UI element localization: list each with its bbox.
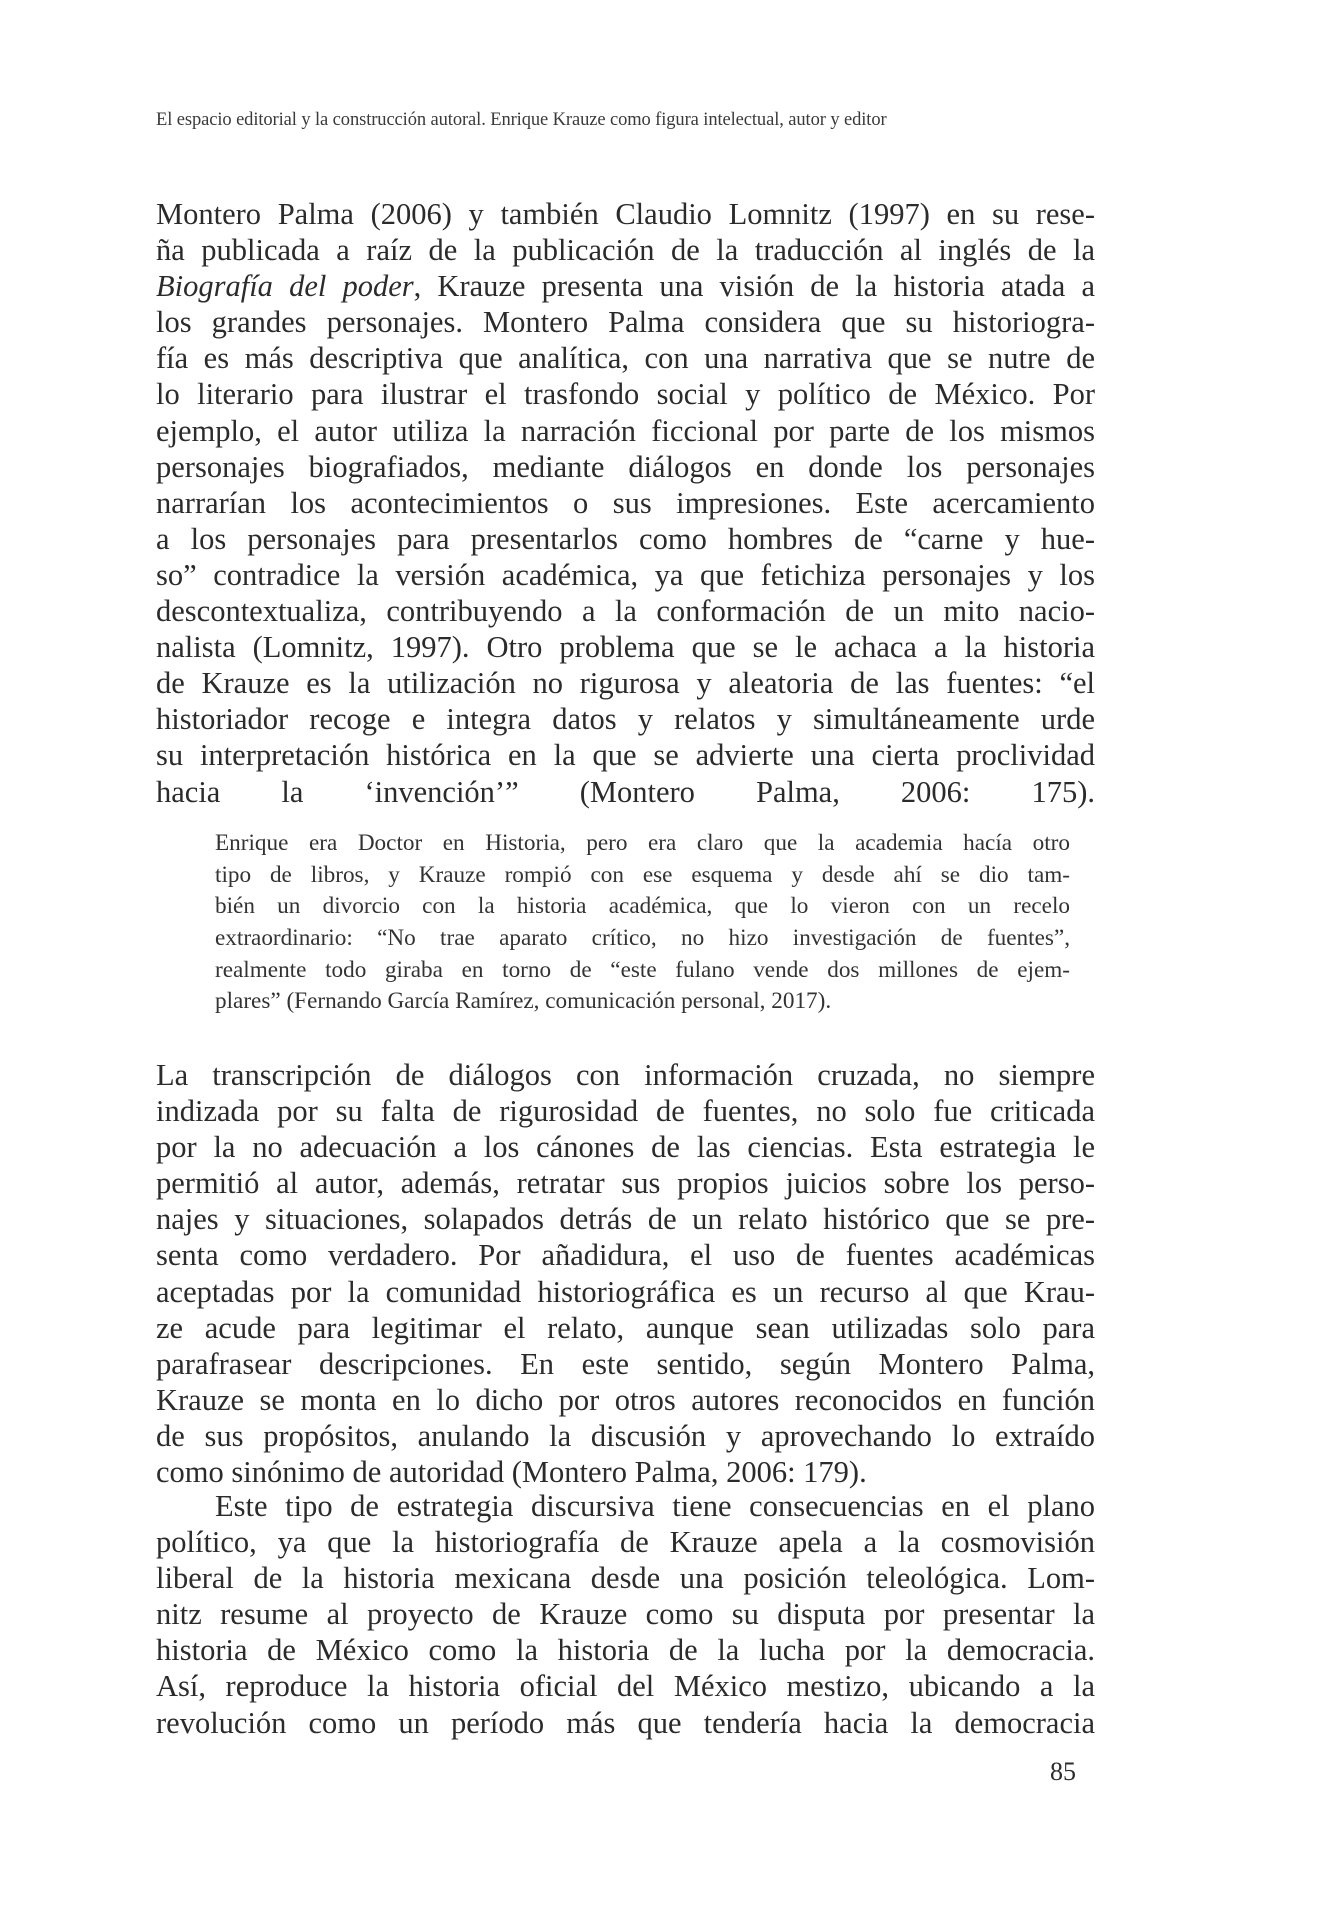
text-line: historia de México como la historia de la lucha por la democracia. [156, 1633, 1095, 1668]
text-line: descontextualiza, contribuyendo a la conformación de un mito nacio- [156, 594, 1095, 629]
text-line: de Krauze es la utilización no rigurosa y aleatoria de las fuentes: “el [156, 666, 1095, 701]
quote-line: extraordinario: “No trae aparato crítico, no hizo investigación de fuentes”, [215, 925, 1070, 952]
text-line: La transcripción de diálogos con información cruzada, no siempre [156, 1058, 1095, 1092]
running-head: El espacio editorial y la construcción autoral. Enrique Krauze como figura intelectual, autor y editor [156, 110, 887, 130]
text-line: personajes biografiados, mediante diálogos en donde los personajes [156, 449, 1095, 484]
quote-line: bién un divorcio con la historia académica, que lo vieron con un recelo [215, 893, 1070, 920]
text-line: ña publicada a raíz de la publicación de la traducción al inglés de la [156, 233, 1095, 268]
quote-line: Enrique era Doctor en Historia, pero era claro que la academia hacía otro [215, 830, 1070, 856]
text-line: Krauze se monta en lo dicho por otros autores reconocidos en función [156, 1382, 1095, 1417]
text-line: najes y situaciones, solapados detrás de un relato histórico que se pre- [156, 1202, 1095, 1237]
text-line: los grandes personajes. Montero Palma considera que su historiogra- [156, 305, 1095, 340]
paragraph-2 [156, 1057, 1095, 1490]
text-line: por la no adecuación a los cánones de las ciencias. Esta estrategia le [156, 1130, 1095, 1165]
text-line: Así, reproduce la historia oficial del México mestizo, ubicando a la [156, 1669, 1095, 1704]
quote-line: realmente todo giraba en torno de “este fulano vende dos millones de ejem- [215, 956, 1070, 983]
text-line: político, ya que la historiografía de Krauze apela a la cosmovisión [156, 1525, 1095, 1560]
book-title: Biografía del poder [156, 269, 414, 304]
text-line: su interpretación histórica en la que se advierte una cierta proclividad [156, 738, 1095, 773]
text-line: revolución como un período más que tendería hacia la democracia [156, 1705, 1095, 1740]
text-line: fía es más descriptiva que analítica, con una narrativa que se nutre de [156, 341, 1095, 376]
quote-line: tipo de libros, y Krauze rompió con ese esquema y desde ahí se dio tam- [215, 861, 1070, 888]
quote-line: plares” (Fernando García Ramírez, comunicación personal, 2017). [215, 988, 832, 1015]
text-line: de sus propósitos, anulando la discusión y aprovechando lo extraído [156, 1418, 1095, 1453]
text-line: parafrasear descripciones. En este sentido, según Montero Palma, [156, 1346, 1095, 1381]
text-line: nitz resume al proyecto de Krauze como su disputa por presentar la [156, 1597, 1095, 1632]
text-line: hacia la ‘invención’” (Montero Palma, 2006: 175). [156, 774, 1095, 809]
text-line: como sinónimo de autoridad (Montero Palma, 2006: 179). [156, 1455, 867, 1490]
text-line: nalista (Lomnitz, 1997). Otro problema que se le achaca a la historia [156, 630, 1095, 665]
text-line: ejemplo, el autor utiliza la narración ficcional por parte de los mismos [156, 413, 1095, 448]
text-line: senta como verdadero. Por añadidura, el uso de fuentes académicas [156, 1238, 1095, 1273]
text-line: liberal de la historia mexicana desde una posición teleológica. Lom- [156, 1561, 1095, 1596]
page-number: 85 [1050, 1757, 1076, 1786]
text-line: a los personajes para presentarlos como hombres de “carne y hue- [156, 521, 1095, 556]
text-line: Este tipo de estrategia discursiva tiene consecuencias en el plano [215, 1489, 1095, 1523]
text-line [156, 268, 1095, 304]
text-line: permitió al autor, además, retratar sus propios juicios sobre los perso- [156, 1166, 1095, 1201]
paragraph-1 [156, 196, 1095, 846]
text-fragment: , Krauze presenta una visión de la historia atada a [413, 269, 1096, 304]
text-line: lo literario para ilustrar el trasfondo social y político de México. Por [156, 377, 1095, 412]
text-line: narrarían los acontecimientos o sus impresiones. Este acercamiento [156, 485, 1095, 520]
paragraph-3 [156, 1488, 1095, 1741]
block-quote [215, 828, 1070, 1018]
text-line: Montero Palma (2006) y también Claudio Lomnitz (1997) en su rese- [156, 197, 1095, 231]
text-line: indizada por su falta de rigurosidad de fuentes, no solo fue criticada [156, 1094, 1095, 1129]
text-line: aceptadas por la comunidad historiográfica es un recurso al que Krau- [156, 1274, 1095, 1309]
text-line: so” contradice la versión académica, ya que fetichiza personajes y los [156, 557, 1095, 592]
text-line: ze acude para legitimar el relato, aunque sean utilizadas solo para [156, 1310, 1095, 1345]
text-line: historiador recoge e integra datos y relatos y simultáneamente urde [156, 702, 1095, 737]
